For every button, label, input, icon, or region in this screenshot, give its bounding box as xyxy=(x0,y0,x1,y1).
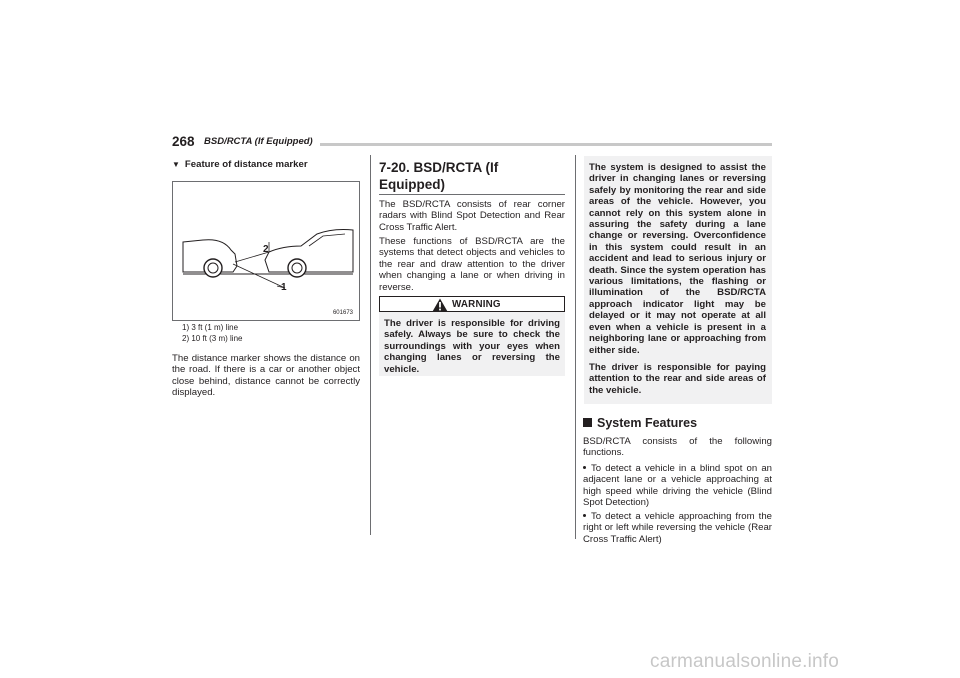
feature-item-2: To detect a vehicle approaching from the right or left while reversing the vehicle (Rear Cross Traffic Alert) xyxy=(583,511,772,545)
header-title: BSD/RCTA (If Equipped) xyxy=(204,136,313,147)
warning-label: WARNING xyxy=(452,299,501,310)
warning-box xyxy=(379,296,565,376)
cars-diagram xyxy=(173,182,359,320)
intro-paragraph-1: The BSD/RCTA consists of rear corner radars with Blind Spot Detection and Rear Cross Traffic Alert. xyxy=(379,199,565,233)
caution-paragraph-1: The system is designed to assist the driver in changing lanes or reversing safely by monitoring the rear and side areas of the vehicle. However, you cannot rely on this system alone in assuring the safety during a lane change or reversing. Overconfidence in this system could result in an accident and lead to serious injury or death. Since the system operation has various limitations, the flashing or illumination of the BSD/RCTA approach indicator light may be delayed or it may not operate at all even when a vehicle is present in a neighboring lane or approaching from either side. xyxy=(589,162,766,356)
column-divider-right xyxy=(575,155,576,539)
left-subheading: ▼ Feature of distance marker xyxy=(172,159,308,170)
distance-marker-figure xyxy=(172,181,360,321)
feature-item-1: To detect a vehicle in a blind spot on an adjacent lane or a vehicle approaching at high speed while driving the vehicle (Blind Spot Detection) xyxy=(583,463,772,509)
column-divider-left xyxy=(370,155,371,535)
features-heading: System Features xyxy=(583,416,697,430)
header-rule xyxy=(320,143,772,146)
figure-label-2: 2 xyxy=(263,244,269,255)
warning-triangle-icon xyxy=(432,298,448,312)
triangle-down-icon: ▼ xyxy=(172,160,180,169)
warning-header xyxy=(379,296,565,312)
square-bullet-icon xyxy=(583,418,592,427)
caution-box xyxy=(584,156,772,404)
legend-item-1: 1) 3 ft (1 m) line xyxy=(182,323,239,332)
watermark: carmanualsonline.info xyxy=(650,651,840,672)
figure-label-1: 1 xyxy=(281,282,287,293)
intro-paragraph-2: These functions of BSD/RCTA are the systems that detect objects and vehicles to the rear and draw attention to the driver when changing a lane or when driving in reverse. xyxy=(379,236,565,293)
section-rule xyxy=(379,194,565,195)
warning-text: The driver is responsible for driving safely. Always be sure to check the surroundings with your eyes when changing lanes or reversing the vehicle. xyxy=(384,318,560,375)
features-intro: BSD/RCTA consists of the following functions. xyxy=(583,436,772,459)
page-header xyxy=(170,133,772,151)
bullet-dot-icon xyxy=(583,466,586,469)
section-title: 7-20. BSD/RCTA (If Equipped) xyxy=(379,160,499,192)
figure-code: 601673 xyxy=(332,310,353,316)
distance-marker-text: The distance marker shows the distance on the road. If there is a car or another object close behind, distance cannot be correctly displayed. xyxy=(172,353,360,399)
bullet-dot-icon xyxy=(583,514,586,517)
page-number: 268 xyxy=(172,134,195,149)
figure-legend xyxy=(182,323,242,344)
caution-paragraph-2: The driver is responsible for paying attention to the rear and side areas of the vehicle. xyxy=(589,361,766,396)
legend-item-2: 2) 10 ft (3 m) line xyxy=(182,333,243,343)
